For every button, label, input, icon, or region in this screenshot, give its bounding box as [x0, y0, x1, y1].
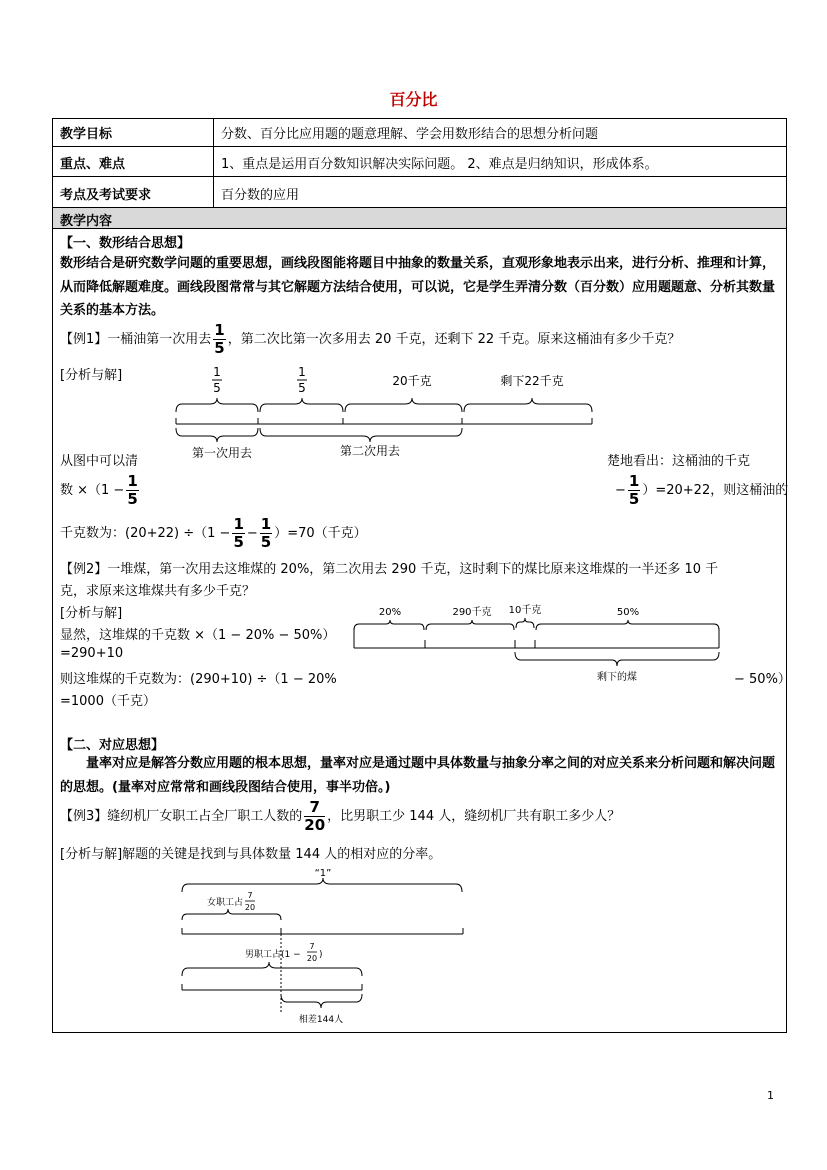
label-female-num: 7: [247, 891, 253, 900]
section2-heading: 【二、对应思想】: [60, 738, 165, 753]
page-title: 百分比: [389, 90, 438, 109]
table-divider: [52, 176, 787, 177]
example3-q-prefix: 【例3】缝纫机厂女职工占全厂职工人数的: [60, 809, 303, 824]
row-label-goals: 教学目标: [60, 127, 113, 142]
brace-20-percent: [354, 620, 424, 630]
label-remaining-22kg: 剩下22千克: [500, 374, 564, 388]
example1-line1-right: 楚地看出：这桶油的千克: [607, 454, 751, 469]
fraction-numerator: 7: [304, 799, 325, 817]
label-first-use: 第一次用去: [191, 446, 253, 460]
label-female-den: 20: [244, 903, 256, 912]
page-number: 1: [767, 1089, 774, 1102]
content-header: 教学内容: [60, 214, 113, 229]
label-290kg: 290千克: [452, 607, 492, 618]
fraction-denominator: 5: [233, 533, 244, 551]
example1-analysis-label: [分析与解]: [60, 368, 123, 383]
label-male-close: ): [319, 950, 323, 960]
line3-suffix: ）=70（千克）: [274, 526, 367, 541]
label-whole-one: “1”: [314, 868, 332, 879]
fraction-1-5: [126, 473, 138, 508]
label-20-percent: 20%: [378, 607, 402, 618]
label-male: 男职工占(1 −: [245, 950, 301, 960]
label-10kg: 10千克: [508, 605, 542, 616]
fraction-1-5: [232, 516, 244, 551]
line2-left-text: 数 ×（1 −: [60, 483, 125, 498]
brace-10kg: [516, 618, 534, 628]
top-fraction-1: [212, 365, 222, 395]
brace-female: [182, 909, 281, 920]
example2-segment-diagram: [350, 600, 725, 685]
brace-remaining-coal: [515, 652, 719, 666]
example3-segment-diagram: [175, 864, 470, 1029]
example2-line3: 则这堆煤的千克数为：(290+10) ÷（1 − 20%: [60, 672, 337, 687]
label-20kg: 20千克: [392, 374, 432, 388]
brace-top-4: [464, 398, 592, 412]
table-column-divider: [213, 118, 214, 207]
brace-290kg: [426, 620, 514, 630]
table-divider: [52, 146, 787, 147]
line2-right-tail: ）=20+22，则这桶油的: [642, 483, 789, 498]
table-divider: [52, 228, 787, 229]
fraction-1-5: [260, 516, 272, 551]
example2-line1: 显然，这堆煤的千克数 ×（1 − 20% − 50%）: [60, 628, 336, 643]
fraction-numerator: 1: [260, 515, 272, 533]
example2-analysis-label: [分析与解]: [60, 606, 123, 621]
label-second-use: 第二次用去: [339, 444, 401, 458]
example1-question: [60, 322, 680, 358]
example3-question: [60, 798, 620, 836]
label-remaining-coal: 剩下的煤: [597, 672, 637, 683]
section1-heading: 【一、数形结合思想】: [60, 236, 191, 251]
fraction-denominator: 20: [304, 816, 326, 834]
fraction-denominator: 5: [127, 490, 138, 508]
example1-q-suffix: ，第二次比第一次多用去 20 千克，还剩下 22 千克。原来这桶油有多少千克？: [227, 332, 681, 347]
minus-sign: −: [615, 483, 626, 498]
example1-line3: [60, 515, 367, 553]
brace-male: [182, 962, 362, 976]
brace-50-percent: [536, 620, 719, 630]
label-male-num: 7: [309, 942, 315, 951]
label-female: 女职工占: [207, 898, 244, 908]
svg-text:1: 1: [298, 365, 306, 379]
example1-segment-diagram: [170, 362, 600, 462]
minus-sign: −: [246, 526, 258, 541]
example2-line4: =1000（千克）: [60, 694, 156, 709]
fraction-numerator: 1: [628, 472, 640, 490]
fraction-denominator: 5: [260, 533, 272, 551]
label-difference: 相差144人: [298, 1015, 344, 1025]
content-header-bar: [53, 208, 786, 228]
brace-top-1: [176, 398, 258, 412]
line3-prefix: 千克数为：(20+22) ÷（1 −: [60, 526, 231, 541]
section2-paragraph: 量率对应是解答分数应用题的根本思想，量率对应是通过题中具体数量与抽象分率之间的对应关系来分析问题和解决问题的思想。(量率对应常常和画线段图结合使用，事半功倍。): [60, 756, 776, 795]
example1-fraction: [213, 322, 225, 357]
row-value-keypoints: 1、重点是运用百分数知识解决实际问题。 2、难点是归纳知识，形成体系。: [221, 157, 658, 172]
example1-q-prefix: 【例1】一桶油第一次用去: [60, 332, 212, 347]
brace-top-3: [345, 398, 462, 412]
example2-line3-tail: − 50%）: [734, 672, 791, 687]
example1-line1-left: 从图中可以清: [60, 454, 139, 469]
section1-paragraph: 数形结合是研究数学问题的重要思想，画线段图能将题目中抽象的数量关系，直观形象地表示出来，进行分析、推理和计算，从而降低解题难度。画线段图常常与其它解题方法结合使用，可以说，它是学生弄清分数（百分数）应用题题意、分析其数量关系的基本方法。: [60, 256, 776, 318]
label-male-den: 20: [306, 954, 318, 963]
svg-text:1: 1: [213, 365, 221, 379]
fraction-denominator: 5: [214, 339, 225, 357]
example3-analysis: [分析与解]解题的关键是找到与具体数量 144 人的相对应的分率。: [60, 847, 442, 862]
fraction-1-5: [628, 473, 640, 508]
row-value-exam: 百分数的应用: [221, 188, 300, 203]
brace-whole: [182, 878, 462, 892]
row-label-exam: 考点及考试要求: [60, 188, 152, 203]
example3-q-suffix: ，比男职工少 144 人，缝纫机厂共有职工多少人？: [327, 809, 621, 824]
svg-text:5: 5: [213, 381, 221, 395]
fraction-denominator: 5: [628, 490, 640, 508]
svg-text:5: 5: [298, 381, 306, 395]
fraction-numerator: 1: [233, 515, 244, 533]
row-label-keypoints: 重点、难点: [60, 157, 126, 172]
example2-line2: =290+10: [60, 646, 124, 661]
top-fraction-2: [297, 365, 307, 395]
example3-fraction: [304, 799, 325, 834]
brace-bottom-1: [176, 428, 258, 442]
label-50-percent: 50%: [616, 607, 640, 618]
brace-difference: [281, 994, 362, 1008]
brace-bottom-2: [260, 428, 462, 442]
fraction-numerator: 1: [127, 472, 138, 490]
fraction-numerator: 1: [214, 321, 225, 339]
example1-line2-left: [60, 472, 141, 510]
row-value-goals: 分数、百分比应用题的题意理解、学会用数形结合的思想分析问题: [221, 127, 599, 142]
brace-top-2: [260, 398, 343, 412]
example1-line2-right: [607, 472, 788, 510]
example2-question-line1: 【例2】一堆煤，第一次用去这堆煤的 20%，第二次用去 290 千克，这时剩下的煤比原来这堆煤的一半还多 10 千: [60, 562, 719, 577]
example2-question-line2: 克，求原来这堆煤共有多少千克？: [60, 584, 256, 599]
